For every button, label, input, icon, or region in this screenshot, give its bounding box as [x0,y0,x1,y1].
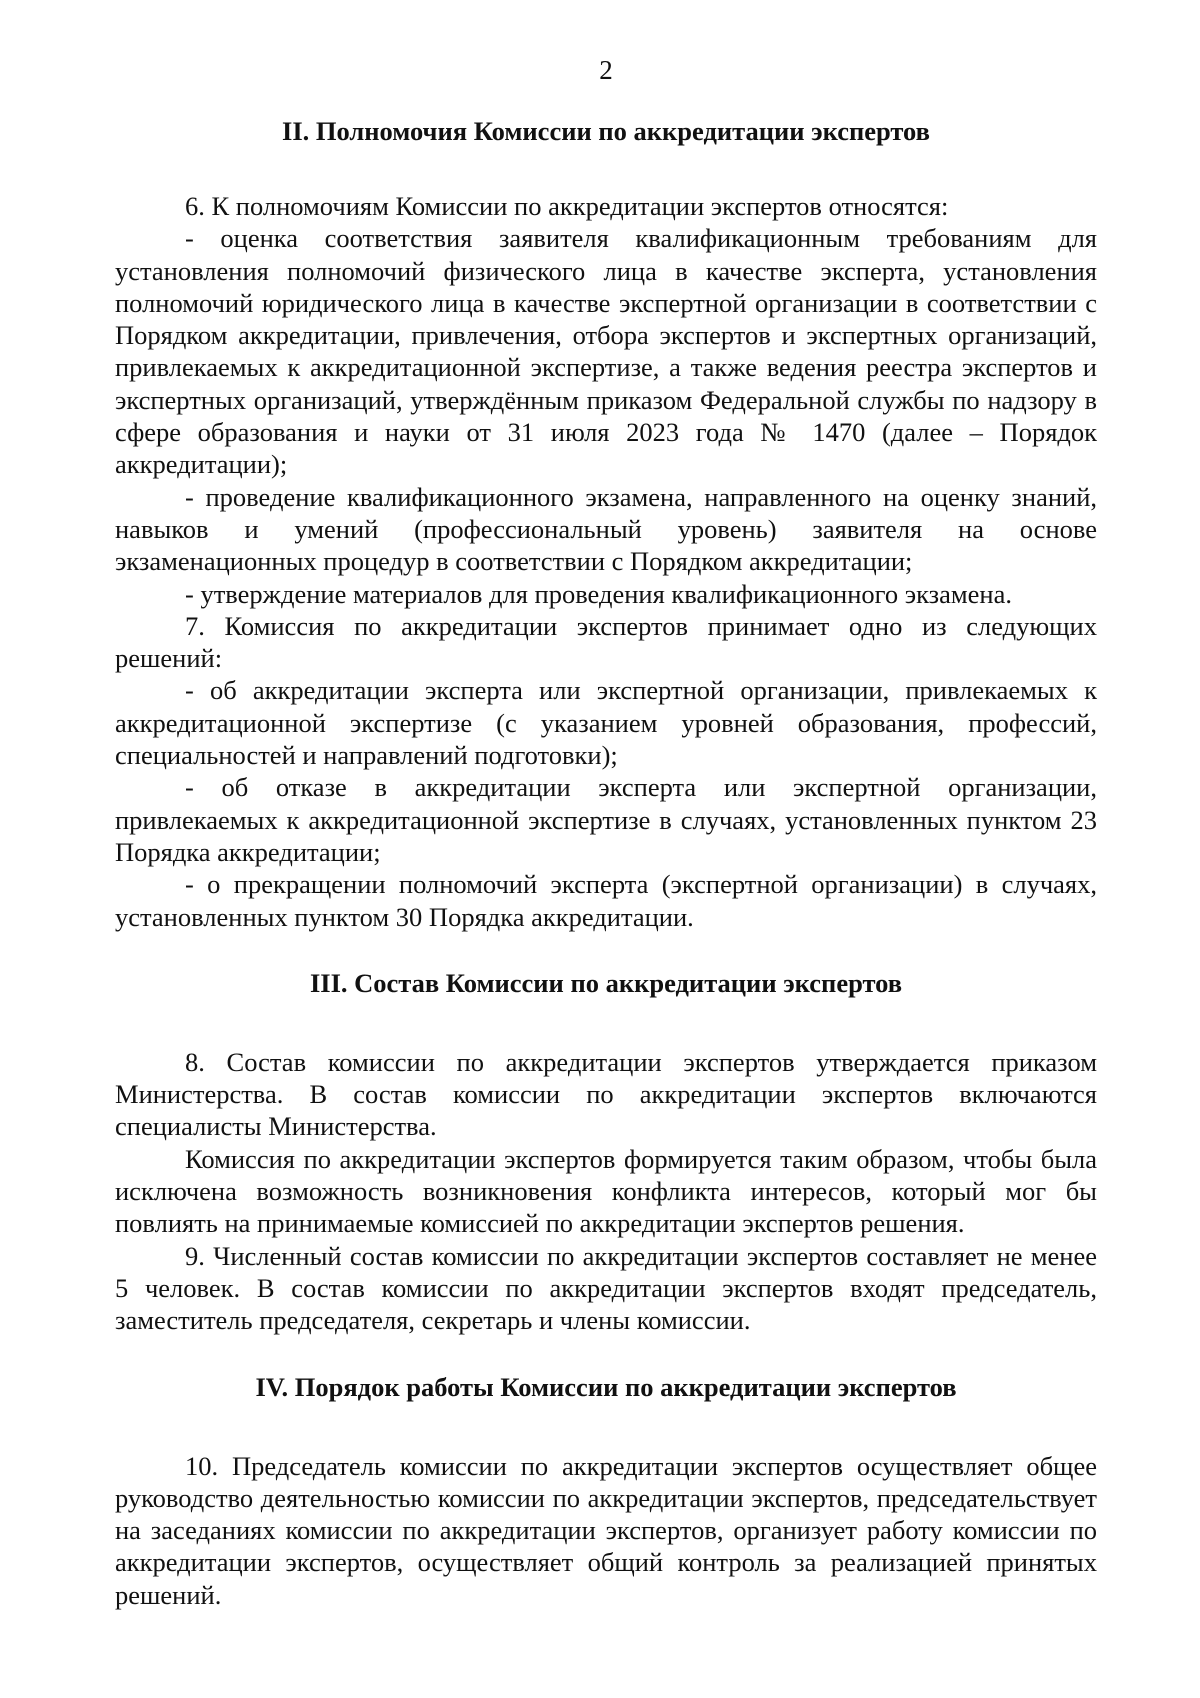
paragraph: 8. Состав комиссии по аккредитации экспертов утверждается приказом Министерства. В состав комиссии по аккредитации экспертов включаются специалисты Министерства. [115,1046,1097,1142]
section-heading-3: III. Состав Комиссии по аккредитации экспертов [309,967,903,998]
paragraph: - утверждение материалов для проведения квалификационного экзамена. [185,578,1012,609]
section-heading-2: II. Полномочия Комиссии по аккредитации экспертов [282,116,930,146]
paragraph: - проведение квалификационного экзамена, направленного на оценку знаний, навыков и умений (профессиональный уровень) заявителя на основе экзаменационных процедур в соответствии с Порядком аккредитации; [115,481,1097,577]
paragraph: - об отказе в аккредитации эксперта или экспертной организации, привлекаемых к аккредитационной экспертизе в случаях, установленных пунктом 23 Порядка аккредитации; [115,772,1097,867]
paragraph: 7. Комиссия по аккредитации экспертов принимает одно из следующих решений: [115,610,1097,674]
page-number: 2 [599,55,613,85]
paragraph: - оценка соответствия заявителя квалификационным требованиям для установления полномочий физического лица в качестве эксперта, установления полномочий юридического лица в качестве экспертной организации в соответствии с Порядком аккредитации, привлечения, отбора экспертов и экспертных организаций, привлекаемых к аккредитационной экспертизе, а также ведения реестра экспертов и экспертных организаций, утверждённым приказом Федеральной службы по надзору в сфере образования и науки от 31 июля 2023 года № 1470 (далее – Порядок аккредитации); [115,223,1097,480]
paragraph: 6. К полномочиям Комиссии по аккредитации экспертов относятся: [185,191,949,221]
paragraph: - об аккредитации эксперта или экспертной организации, привлекаемых к аккредитационной экспертизе (с указанием уровней образования, профессий, специальностей и направлений подготовки); [115,675,1097,771]
paragraph: 9. Численный состав комиссии по аккредитации экспертов составляет не менее 5 человек. В состав комиссии по аккредитации экспертов входят председатель, заместитель председателя, секретарь и члены комиссии. [115,1240,1097,1336]
paragraph: Комиссия по аккредитации экспертов формируется таким образом, чтобы была исключена возможность возникновения конфликта интересов, который мог бы повлиять на принимаемые комиссией по аккредитации экспертов решения. [115,1143,1097,1239]
paragraph: 10. Председатель комиссии по аккредитации экспертов осуществляет общее руководство деятельностью комиссии по аккредитации экспертов, председательствует на заседаниях комиссии по аккредитации экспертов, организует работу комиссии по аккредитации экспертов, осуществляет общий контроль за реализацией принятых решений. [115,1450,1097,1610]
paragraph: - о прекращении полномочий эксперта (экспертной организации) в случаях, установленных пунктом 30 Порядка аккредитации. [115,869,1097,932]
section-heading-4: IV. Порядок работы Комиссии по аккредитации экспертов [255,1371,957,1402]
